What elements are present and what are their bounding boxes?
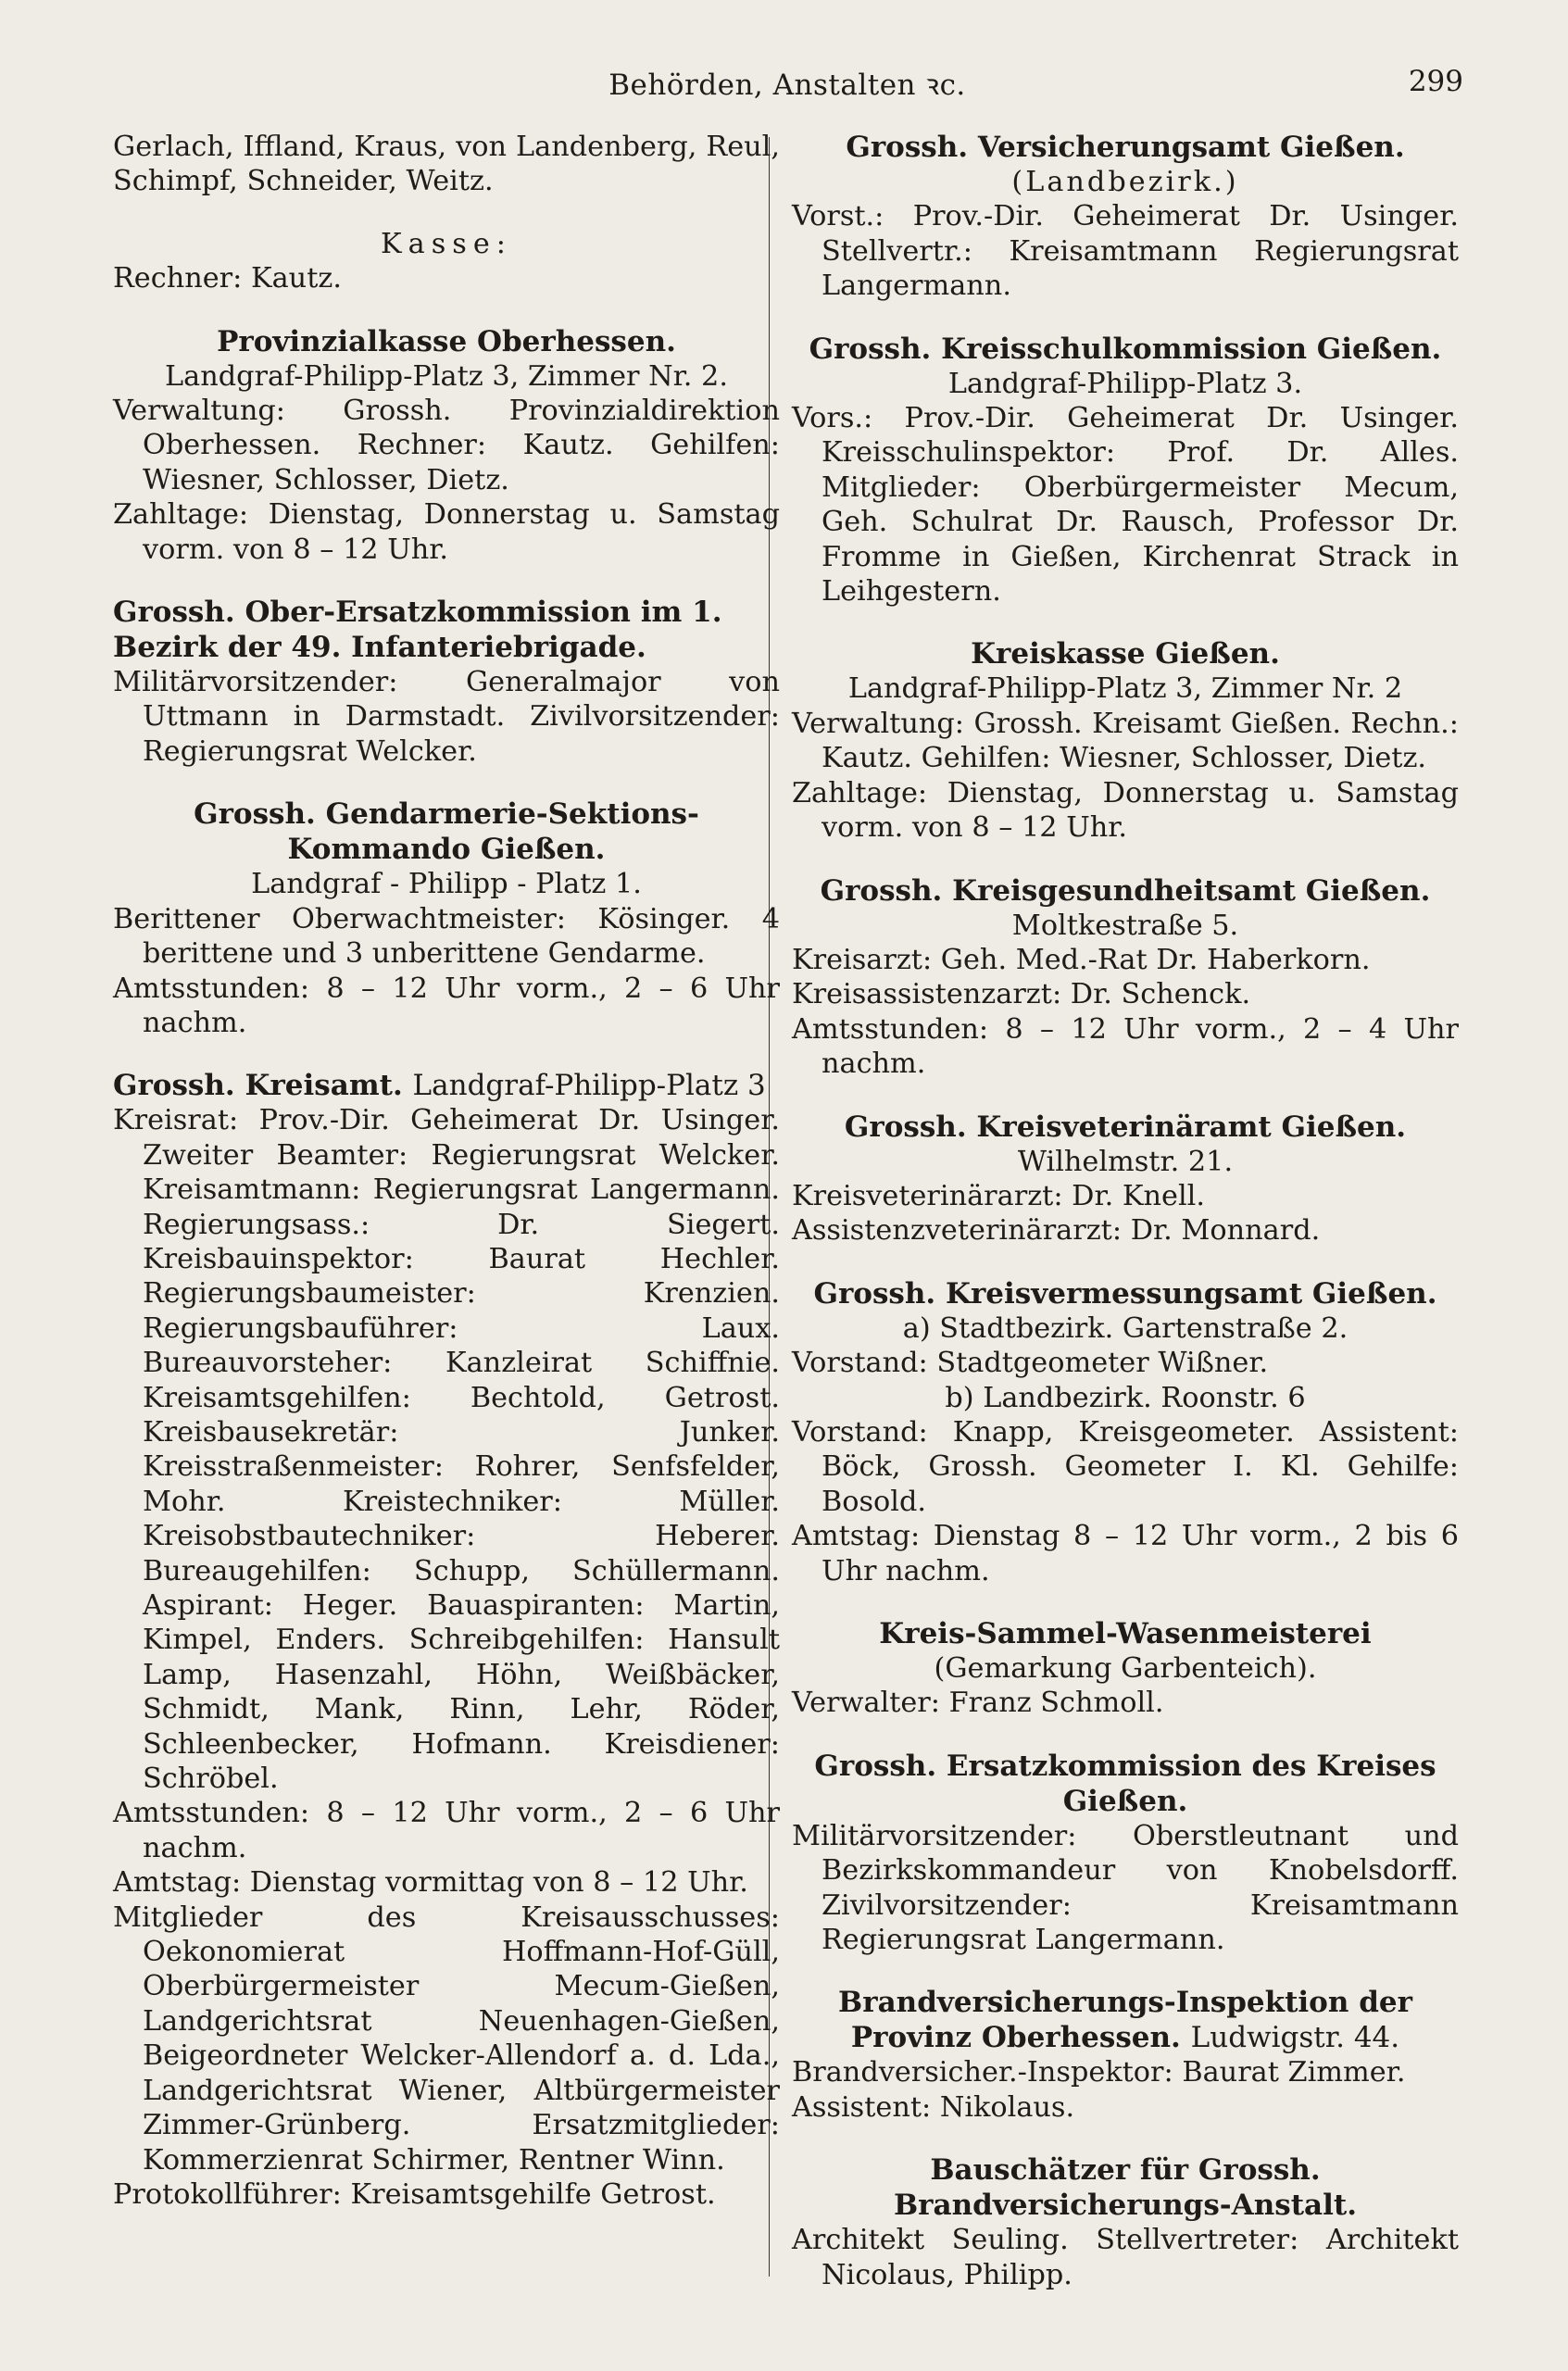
entry-amtsstunden-gesundheitsamt: Amtsstunden: 8 – 12 Uhr vorm., 2 – 4 Uhr nachm. <box>792 1012 1459 1081</box>
entry-vorsitzende: Militärvorsitzender: Generalmajor von Uttmann in Darmstadt. Zivilvorsitzender: Regierungsrat Welcker. <box>113 666 780 768</box>
entry-brandversicher-inspektor: Brandversicher.-Inspektor: Baurat Zimmer. <box>792 2056 1406 2089</box>
section-address-kreiskasse: Landgraf-Philipp-Platz 3, Zimmer Nr. 2 <box>847 672 1403 706</box>
entry-kreisamt-staff: Kreisrat: Prov.-Dir. Geheimerat Dr. Usinger. Zweiter Beamter: Regierungsrat Welcker. Kreisamtmann: Regierungsrat Langermann. Regierungsass.: Dr. Siegert. Kreisbauinspektor: Baurat Hechler. Regierungsbaumeister: Krenzien. Regierungsbauführer: Laux. Bureauvorsteher: Kanzleirat Schiffnie. Kreisamtsgehilfen: Bechtold, Getrost. Kreisbausekretär: Junker. Kreisstraßenmeister: Rohrer, Senfsfelder, Mohr. Kreistechniker: Müller. Kreisobstbautechniker: Heberer. Bureaugehilfen: Schupp, Schüllermann. Aspirant: Heger. Bauaspiranten: Martin, Kimpel, Enders. Schreibgehilfen: Hansult Lamp, Hasenzahl, Höhn, Weißbäcker, Schmidt, Mank, Rinn, Lehr, Röder, Schleenbecker, Hofmann. Kreisdiener: Schröbel. <box>113 1104 780 1796</box>
entry-verwalter: Verwalter: Franz Schmoll. <box>792 1687 1164 1720</box>
subsection-stadtbezirk: a) Stadtbezirk. Gartenstraße 2. <box>902 1311 1348 1345</box>
section-title-provinzialkasse: Provinzialkasse Oberhessen. <box>217 324 676 358</box>
entry-oberwachtmeister: Berittener Oberwachtmeister: Kösinger. 4 berittene und 3 unberittene Gendarme. <box>113 902 780 971</box>
entry-kreisausschuss: Mitglieder des Kreisausschusses: Oekonomierat Hoffmann-Hof-Güll, Oberbürgermeister Mecum-Gießen, Landgerichtsrat Neuenhagen-Gießen, Beigeordneter Welcker-Allendorf a. d. Lda., Landgerichtsrat Wiener, Altbürgermeister Zimmer-Grünberg. Ersatzmitglieder: Kommerzienrat Schirmer, Rentner Winn. <box>113 1901 780 2177</box>
running-title: Behörden, Anstalten ꝛc. <box>608 69 966 102</box>
section-title-kreisamt <box>113 1068 780 1103</box>
right-column <box>792 130 1459 2292</box>
entry-kreisassistenzarzt: Kreisassistenzarzt: Dr. Schenck. <box>792 978 1251 1011</box>
kasse-heading: Kasse: <box>381 227 512 260</box>
entry-versicherungsamt: Vorst.: Prov.-Dir. Geheimerat Dr. Usinger. Stellvertr.: Kreisamtmann Regierungsrat Langermann. <box>792 200 1459 303</box>
entry-amtsstunden-gendarmerie: Amtsstunden: 8 – 12 Uhr vorm., 2 – 6 Uhr nachm. <box>113 972 780 1039</box>
section-title-wasenmeisterei: Kreis-Sammel-Wasenmeisterei <box>879 1617 1372 1650</box>
entry-amtsstunden-kreisamt: Amtsstunden: 8 – 12 Uhr vorm., 2 – 6 Uhr nachm. <box>113 1797 780 1864</box>
section-title-kreisvermessungsamt: Grossh. Kreisvermessungsamt Gießen. <box>813 1276 1437 1311</box>
section-title-bauschaetzer: Bauschätzer für Grossh. Brandversicherungs-Anstalt. <box>893 2153 1357 2223</box>
section-title-ersatzkommission-kreis: Grossh. Ersatzkommission des Kreises Gießen. <box>814 1749 1436 1818</box>
kasse-rechner: Rechner: Kautz. <box>113 262 342 295</box>
section-address-kreisschulkommission: Landgraf-Philipp-Platz 3. <box>947 367 1303 400</box>
section-title-kreiskasse: Kreiskasse Gießen. <box>971 637 1280 671</box>
entry-ersatzkommission-vorsitzende: Militärvorsitzender: Oberstleutnant und Bezirkskommandeur von Knobelsdorff. Zivilvorsitzender: Kreisamtmann Regierungsrat Langermann. <box>792 1819 1459 1957</box>
section-address-gendarmerie: Landgraf - Philipp - Platz 1. <box>251 868 642 901</box>
entry-amtstag-kreisamt: Amtstag: Dienstag vormittag von 8 – 12 Uhr. <box>113 1866 748 1900</box>
spacer <box>113 199 780 227</box>
entry-verwaltung: Verwaltung: Grossh. Provinzialdirektion Oberhessen. Rechner: Kautz. Gehilfen: Wiesner, Schlosser, Dietz. <box>113 395 780 496</box>
entry-brandversicher-assistent: Assistent: Nikolaus. <box>792 2090 1075 2124</box>
entry-verwaltung-kreiskasse: Verwaltung: Grossh. Kreisamt Gießen. Rechn.: Kautz. Gehilfen: Wiesner, Schlosser, Dietz. <box>792 707 1459 775</box>
section-title-kreisveterinaeramt: Grossh. Kreisveterinäramt Gießen. <box>844 1110 1407 1144</box>
section-title-kreisgesundheitsamt: Grossh. Kreisgesundheitsamt Gießen. <box>820 873 1431 908</box>
section-address-kreisveterinaeramt: Wilhelmstr. 21. <box>1017 1145 1234 1178</box>
section-title-kreisschulkommission: Grossh. Kreisschulkommission Gießen. <box>809 332 1442 366</box>
entry-amtstag-vermessungsamt: Amtstag: Dienstag 8 – 12 Uhr vorm., 2 bis 6 Uhr nachm. <box>792 1520 1459 1587</box>
section-title-gendarmerie: Grossh. Gendarmerie-Sektions-Kommando Gießen. <box>194 797 699 867</box>
entry-assistenzveterinaerarzt: Assistenzveterinärarzt: Dr. Monnard. <box>792 1214 1321 1248</box>
entry-kreisveterinaerarzt: Kreisveterinärarzt: Dr. Knell. <box>792 1179 1205 1212</box>
left-column <box>113 130 780 2212</box>
entry-vorstand-stadtbezirk: Vorstand: Stadtgeometer Wißner. <box>792 1347 1269 1380</box>
entry-zahltage-kreiskasse: Zahltage: Dienstag, Donnerstag u. Samstag vorm. von 8 – 12 Uhr. <box>792 776 1459 845</box>
section-title-versicherungsamt: Grossh. Versicherungsamt Gießen. <box>846 131 1405 164</box>
section-address-kreisgesundheitsamt: Moltkestraße 5. <box>1011 909 1239 942</box>
section-title-ober-ersatzkommission: Grossh. Ober-Ersatzkommission im 1. Bezirk der 49. Infanteriebrigade. <box>113 596 722 665</box>
brandversicherung-name: Brandversicherungs-Inspektion der Provinz Oberhessen. <box>838 1986 1412 2055</box>
page-number: 299 <box>1408 65 1463 98</box>
brandversicherung-address: Ludwigstr. 44. <box>1190 2021 1400 2055</box>
section-address-provinzialkasse: Landgraf-Philipp-Platz 3, Zimmer Nr. 2. <box>165 359 728 393</box>
entry-kreisschulkommission: Vors.: Prov.-Dir. Geheimerat Dr. Usinger. Kreisschulinspektor: Prof. Dr. Alles. Mitglieder: Oberbürgermeister Mecum, Geh. Schulrat Dr. Rausch, Professor Dr. Fromme in Gießen, Kirchenrat Strack in Leihgestern. <box>792 402 1459 608</box>
entry-architekt: Architekt Seuling. Stellvertreter: Architekt Nicolaus, Philipp. <box>792 2224 1459 2291</box>
entry-kreisarzt: Kreisarzt: Geh. Med.-Rat Dr. Haberkorn. <box>792 943 1371 976</box>
kreisamt-name: Grossh. Kreisamt. <box>113 1069 403 1103</box>
page-header <box>111 65 1463 111</box>
section-sub-versicherungsamt: (Landbezirk.) <box>1011 166 1239 198</box>
kreisamt-address: Landgraf-Philipp-Platz 3 <box>412 1069 766 1103</box>
section-sub-wasenmeisterei: (Gemarkung Garbenteich). <box>934 1652 1317 1685</box>
subsection-landbezirk: b) Landbezirk. Roonstr. 6 <box>945 1381 1306 1414</box>
entry-vorstand-landbezirk: Vorstand: Knapp, Kreisgeometer. Assistent: Böck, Grossh. Geometer I. Kl. Gehilfe: Bosold. <box>792 1415 1459 1518</box>
entry-zahltage: Zahltage: Dienstag, Donnerstag u. Samstag vorm. von 8 – 12 Uhr. <box>113 498 780 566</box>
entry-protokollfuehrer: Protokollführer: Kreisamtsgehilfe Getrost. <box>113 2177 716 2211</box>
section-title-brandversicherungs-inspektion <box>792 1985 1459 2055</box>
continued-member-list: Gerlach, Iffland, Kraus, von Landenberg, Reul, Schimpf, Schneider, Weitz. <box>113 131 780 198</box>
